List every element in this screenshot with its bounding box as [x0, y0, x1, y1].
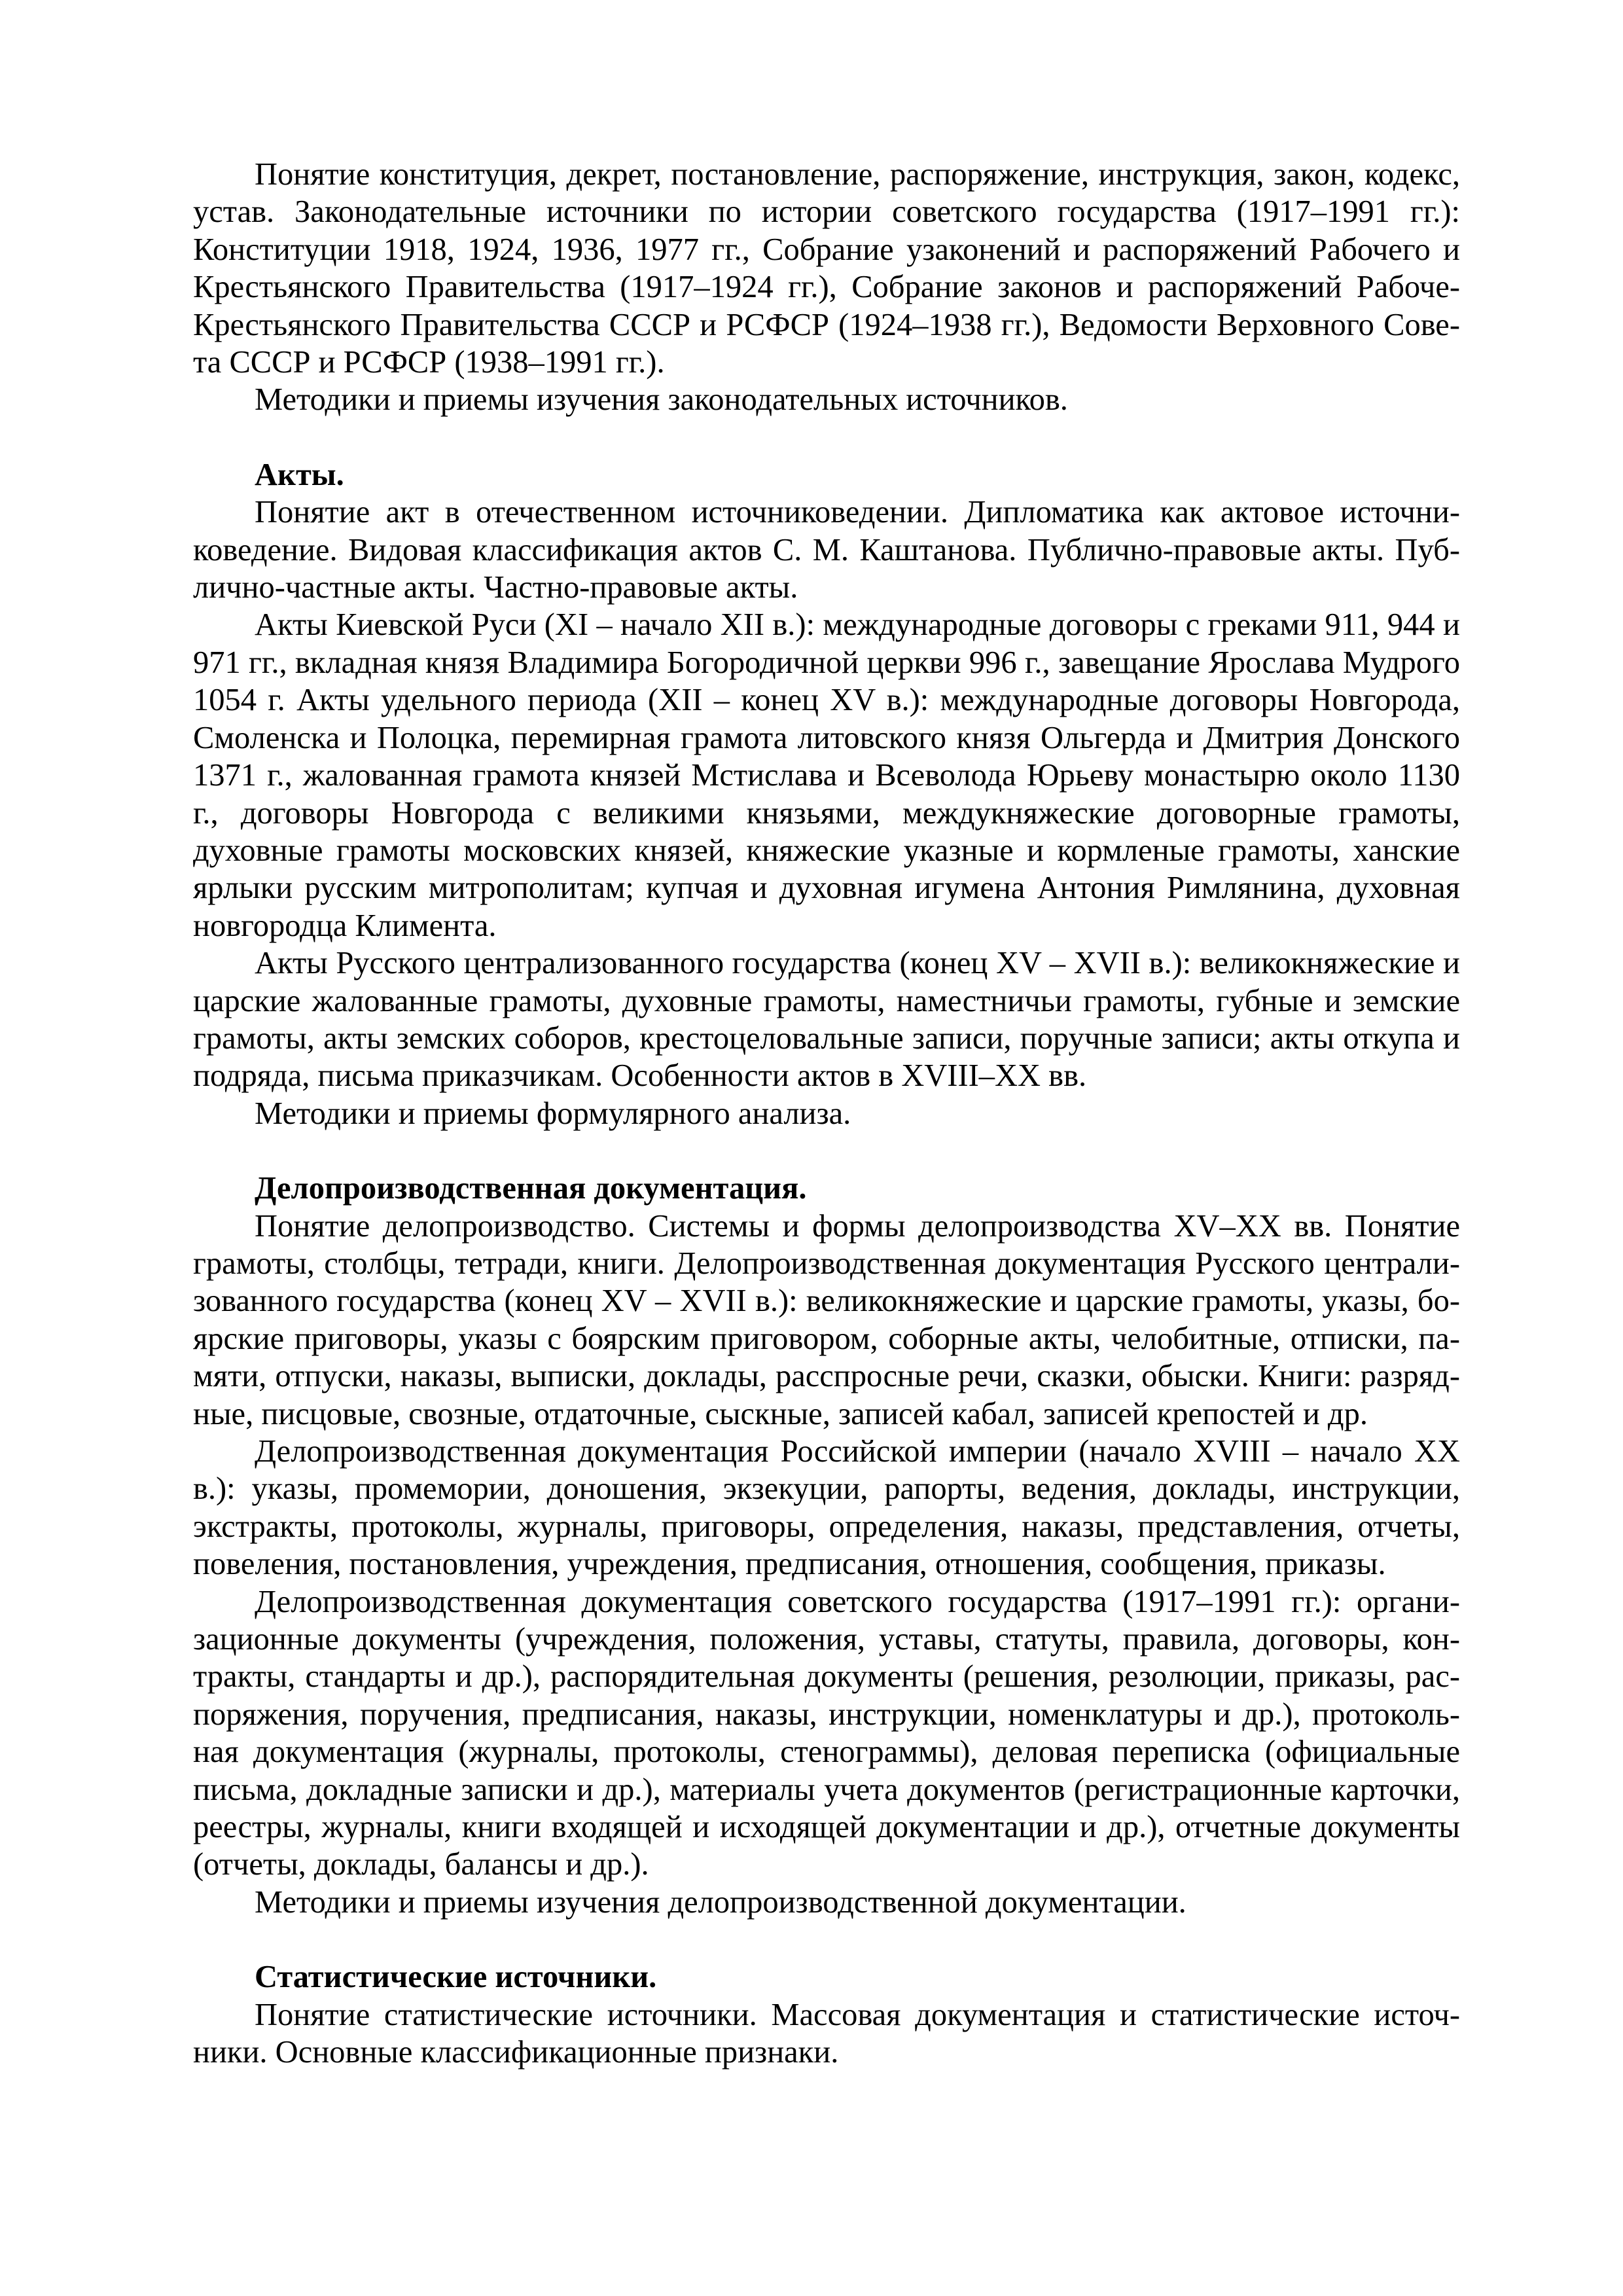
acts-paragraph-centralized-state: Акты Русского централизованного государства (конец XV – XVII в.): великокняжеские и царские жалованные грамоты, духовные грамоты, наместничьи грамоты, губные и земские грамоты, акты земских соборов, крестоцеловальные записи, поручные записи; акты откупа и подряда, письма приказчикам. Особенности актов в XVIII–XX вв.	[193, 946, 1460, 1094]
acts-paragraph-concept: Понятие акт в отечественном источниковедении. Дипломатика как актовое источниковедение. Видовая классификация актов С. М. Каштанова. Публично-правовые акты. Публично-частные акты. Частно-правовые акты.	[193, 495, 1460, 605]
records-paragraph-concept: Понятие делопроизводство. Системы и формы делопроизводства XV–XX вв. Понятие грамоты, столбцы, тетради, книги. Делопроизводственная документация Русского централизованного государства (конец XV – XVII в.): великокняжеские и царские грамоты, указы, боярские приговоры, указы с боярским приговором, соборные акты, челобитные, отписки, памяти, отпуски, наказы, выписки, доклады, расспросные речи, сказки, обыски. Книги: разрядные, писцовые, свозные, отдаточные, сыскные, записей кабал, записей крепостей и др.	[193, 1208, 1460, 1431]
acts-paragraph-methods: Методики и приемы формулярного анализа.	[255, 1096, 851, 1131]
intro-paragraph-methods: Методики и приемы изучения законодательных источников.	[255, 382, 1068, 418]
records-paragraph-methods: Методики и приемы изучения делопроизводственной документации.	[255, 1884, 1186, 1920]
section-heading-statistics: Статистические источники.	[255, 1960, 657, 1995]
records-paragraph-soviet: Делопроизводственная документация советского государства (1917–1991 гг.): организационные документы (учреждения, положения, уставы, статуты, правила, договоры, контракты, стандарты и др.), распорядительная документы (решения, резолюции, приказы, распоряжения, поручения, предписания, наказы, инструкции, номенклатуры и др.), протокольная документация (журналы, протоколы, стенограммы), деловая переписка (официальные письма, докладные записки и др.), материалы учета документов (регистрационные карточки, реестры, журналы, книги входящей и исходящей документации и др.), отчетные документы (отчеты, доклады, балансы и др.).	[193, 1584, 1460, 1882]
document-page	[193, 156, 1460, 2072]
statistics-paragraph-concept: Понятие статистические источники. Массовая документация и статистические источники. Основные классификационные признаки.	[193, 1997, 1460, 2070]
section-heading-records: Делопроизводственная документация.	[255, 1171, 807, 1206]
acts-paragraph-kievan-rus: Акты Киевской Руси (XI – начало XII в.): международные договоры с греками 911, 944 и 971 гг., вкладная князя Владимира Богородичной церкви 996 г., завещание Ярослава Мудрого 1054 г. Акты удельного периода (XII – конец XV в.): международные договоры Новгорода, Смоленска и Полоцка, перемирная грамота литовского князя Ольгерда и Дмитрия Донского 1371 г., жалованная грамота князей Мстислава и Всеволода Юрьеву монастырю около 1130 г., договоры Новгорода с великими князьями, междукняжеские договорные грамоты, духовные грамоты московских князей, княжеские указные и кормленые грамоты, ханские ярлыки русским митрополитам; купчая и духовная игумена Антония Римлянина, духовная новгородца Климента.	[193, 607, 1460, 943]
intro-paragraph-legislation: Понятие конституция, декрет, постановление, распоряжение, инструкция, закон, кодекс, устав. Законодательные источники по истории советского государства (1917–1991 гг.): Конституции 1918, 1924, 1936, 1977 гг., Собрание узаконений и распоряжений Рабочего и Крестьянского Правительства (1917–1924 гг.), Собрание законов и распоряжений Рабоче-Крестьянского Правительства СССР и РСФСР (1924–1938 гг.), Ведомости Верховного Совета СССР и РСФСР (1938–1991 гг.).	[193, 157, 1460, 380]
records-paragraph-empire: Делопроизводственная документация Российской империи (начало XVIII – начало XX в.): указы, промемории, доношения, экзекуции, рапорты, ведения, доклады, инструкции, экстракты, протоколы, журналы, приговоры, определения, наказы, представления, отчеты, повеления, постановления, учреждения, предписания, отношения, сообщения, приказы.	[193, 1434, 1460, 1582]
section-heading-acts: Акты.	[255, 457, 344, 492]
